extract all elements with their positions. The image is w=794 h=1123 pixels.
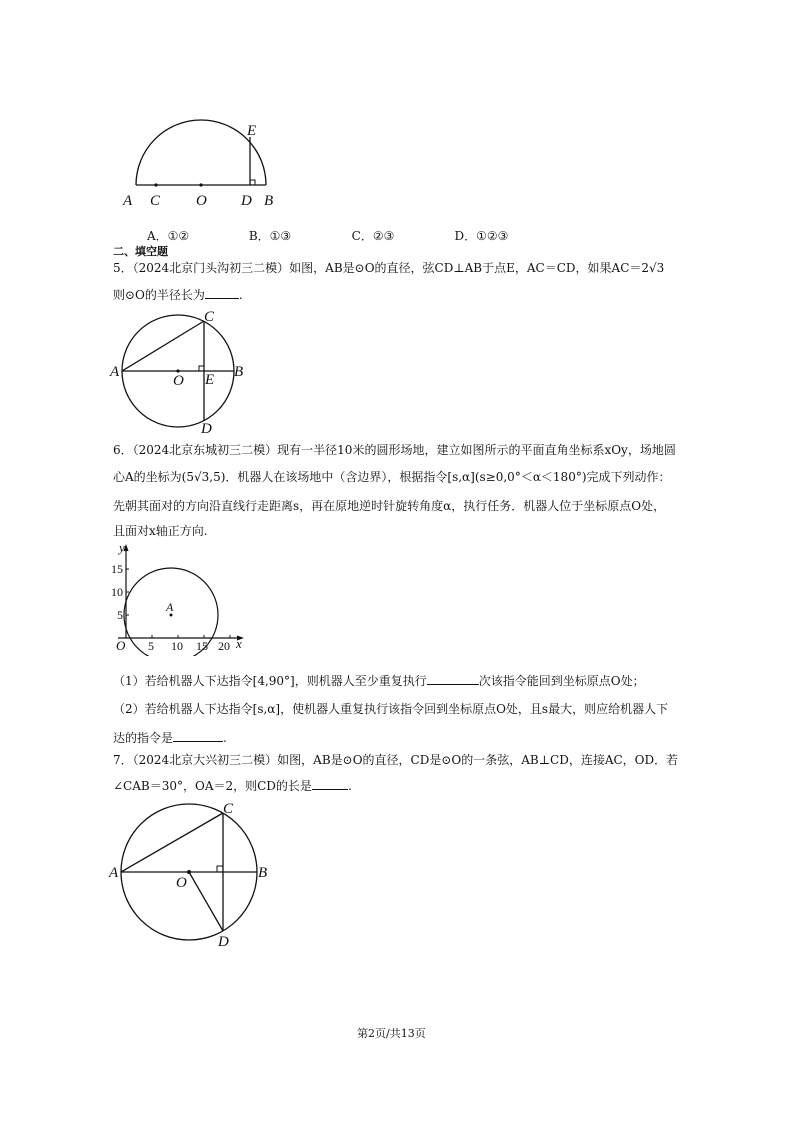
x-tick-label-5: 5 (148, 639, 154, 653)
label-a: A (109, 865, 119, 881)
label-c: C (223, 801, 234, 817)
q7-figure (108, 795, 278, 955)
q6-line3: 先朝其面对的方向沿直线行走距离s，再在原地逆时针旋转角度α，执行任务．机器人位于坐标原点O处， (113, 499, 666, 513)
origin-label: O (116, 638, 126, 653)
label-e: E (205, 372, 215, 388)
q5-answer-blank[interactable] (205, 286, 239, 299)
q5-line2: 则⊙O的半径长为 . (113, 288, 243, 302)
label-d: D (218, 934, 229, 950)
right-angle-mark (199, 366, 204, 371)
choice-b[interactable]: B．①③ (248, 229, 292, 243)
q6-line2: 心A的坐标为(5√3,5)．机器人在该场地中（含边界），根据指令[s,α](s≥0,0°＜α＜180°)完成下列动作： (113, 470, 671, 484)
x-tick-label-15: 15 (196, 639, 208, 653)
section-title: 二、填空题 (113, 245, 168, 258)
label-o: O (176, 875, 187, 891)
q7-line1: 7．（2024北京大兴初三二模）如图，AB是⊙O的直径，CD是⊙O的一条弦，AB⊥CD，连接AC，OD．若 (113, 753, 679, 767)
q6-line1: 6．（2024北京东城初三二模）现有一半径10米的圆形场地，建立如图所示的平面直角坐标系xOy，场地圆 (113, 443, 676, 457)
point-c (154, 183, 157, 186)
y-tick-label-5: 5 (117, 608, 123, 622)
label-b: B (258, 865, 268, 881)
q6-sub2-line1: （2）若给机器人下达指令[s,α]，使机器人重复执行该指令回到坐标原点O处，且s最大，则应给机器人下 (113, 702, 669, 716)
choice-c[interactable]: C．②③ (351, 229, 395, 243)
segment-od (189, 872, 223, 931)
q6-coordinate-graph (108, 540, 258, 656)
x-axis-label: x (236, 636, 242, 651)
label-d: D (241, 193, 252, 209)
q5-line1: 5．（2024北京门头沟初三二模）如图，AB是⊙O的直径，弦CD⊥AB于点E，AC＝CD，如果AC＝2√3 (113, 261, 665, 275)
semicircle-figure (110, 110, 290, 220)
q6-line4: 且面对x轴正方向. (113, 524, 208, 538)
choice-a[interactable]: A．①② (147, 229, 190, 243)
label-a: A (123, 193, 133, 209)
point-o (187, 870, 191, 874)
q6-sub2-line2: 达的指令是 . (113, 731, 227, 745)
label-a: A (166, 600, 174, 614)
label-a: A (110, 364, 120, 380)
label-o: O (173, 373, 184, 389)
label-o: O (196, 193, 207, 209)
chord-ac (122, 321, 204, 371)
y-tick-label-10: 10 (111, 585, 123, 599)
q5-figure (108, 305, 258, 437)
point-o (199, 183, 202, 186)
q6-sub1-answer-blank[interactable] (427, 672, 479, 685)
label-b: B (264, 193, 274, 209)
y-axis-label: y (119, 540, 125, 555)
label-e: E (247, 123, 257, 139)
right-angle-mark (250, 180, 255, 185)
right-angle-mark (217, 866, 223, 872)
q4-choices (147, 228, 508, 244)
q6-sub2-answer-blank[interactable] (173, 729, 223, 742)
chord-ac (121, 813, 223, 872)
q7-line2: ∠CAB＝30°，OA＝2，则CD的长是 . (113, 779, 352, 793)
q6-sub1: （1）若给机器人下达指令[4,90°]，则机器人至少重复执行 次该指令能回到坐标原点O处； (113, 674, 645, 688)
q7-answer-blank[interactable] (312, 777, 348, 790)
label-c: C (150, 193, 161, 209)
label-b: B (234, 364, 244, 380)
label-d: D (201, 421, 212, 437)
label-c: C (204, 309, 215, 325)
x-tick-label-20: 20 (218, 639, 230, 653)
y-tick-label-15: 15 (111, 562, 123, 576)
page-footer: 第2页/共13页 (357, 1027, 426, 1040)
choice-d[interactable]: D．①②③ (454, 229, 509, 243)
x-tick-label-10: 10 (171, 639, 183, 653)
